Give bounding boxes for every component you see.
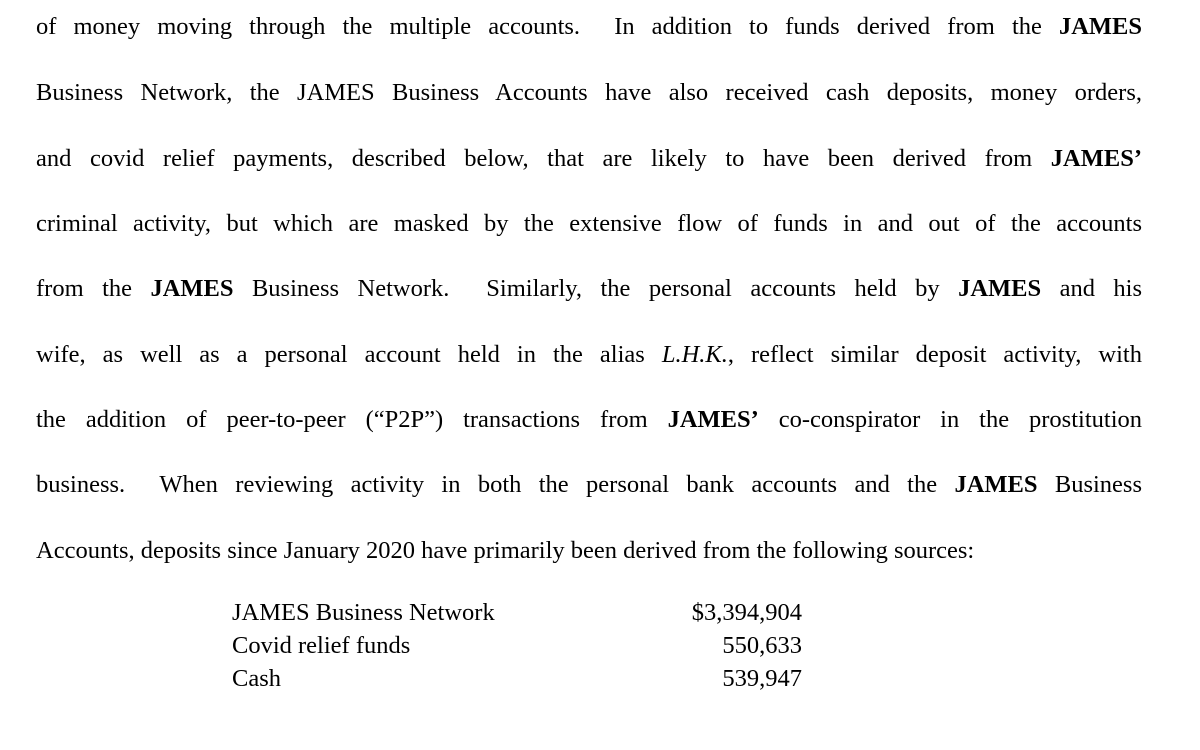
text-run: Business Network. Similarly, the personal accounts held by	[233, 275, 959, 302]
bold-name: JAMES’	[1050, 145, 1142, 172]
text-run: Business	[1037, 471, 1142, 498]
source-amount: 539,947	[722, 665, 802, 692]
text-run: co-conspirator in the prostitution	[758, 406, 1142, 433]
paragraph-line-3	[36, 144, 1142, 174]
bold-name: JAMES	[958, 275, 1042, 302]
text-run: from the	[36, 275, 151, 302]
italic-alias: L.H.K.	[661, 341, 728, 368]
text-run: wife, as well as a personal account held in the alias	[36, 341, 662, 368]
text-run: Business Network, the JAMES Business Accounts have also received cash deposits, money orders,	[36, 79, 1142, 106]
text-run: and his	[1041, 275, 1142, 302]
source-label: Cash	[232, 665, 281, 692]
text-run: Accounts, deposits since January 2020 have primarily been derived from the following sources:	[36, 537, 975, 564]
bold-name: JAMES’	[667, 406, 759, 433]
text-run: the addition of peer-to-peer (“P2P”) transactions from	[36, 406, 668, 433]
source-amount: $3,394,904	[691, 599, 802, 626]
paragraph-line-5	[36, 274, 1142, 304]
paragraph-line-8	[36, 470, 1142, 500]
paragraph-line-1	[36, 12, 1142, 42]
source-row	[232, 663, 802, 695]
text-run: and covid relief payments, described below, that are likely to have been derived from	[36, 145, 1051, 172]
bold-name: JAMES	[954, 471, 1038, 498]
source-row	[232, 630, 802, 662]
source-amount: 550,633	[722, 632, 802, 659]
paragraph-line-7	[36, 405, 1142, 435]
paragraph-line-9	[36, 536, 1142, 566]
text-run: of money moving through the multiple accounts. In addition to funds derived from the	[36, 13, 1059, 40]
source-label: JAMES Business Network	[232, 599, 495, 626]
source-row	[232, 597, 802, 629]
source-label: Covid relief funds	[232, 632, 411, 659]
bold-name: JAMES	[150, 275, 234, 302]
paragraph-line-4	[36, 209, 1142, 239]
text-run: business. When reviewing activity in both the personal bank accounts and the	[36, 471, 955, 498]
text-run: criminal activity, but which are masked by the extensive flow of funds in and out of the accounts	[36, 210, 1142, 237]
bold-name: JAMES	[1058, 13, 1142, 40]
paragraph-line-2	[36, 78, 1142, 108]
text-run: , reflect similar deposit activity, with	[727, 341, 1142, 368]
paragraph-line-6	[36, 340, 1142, 370]
